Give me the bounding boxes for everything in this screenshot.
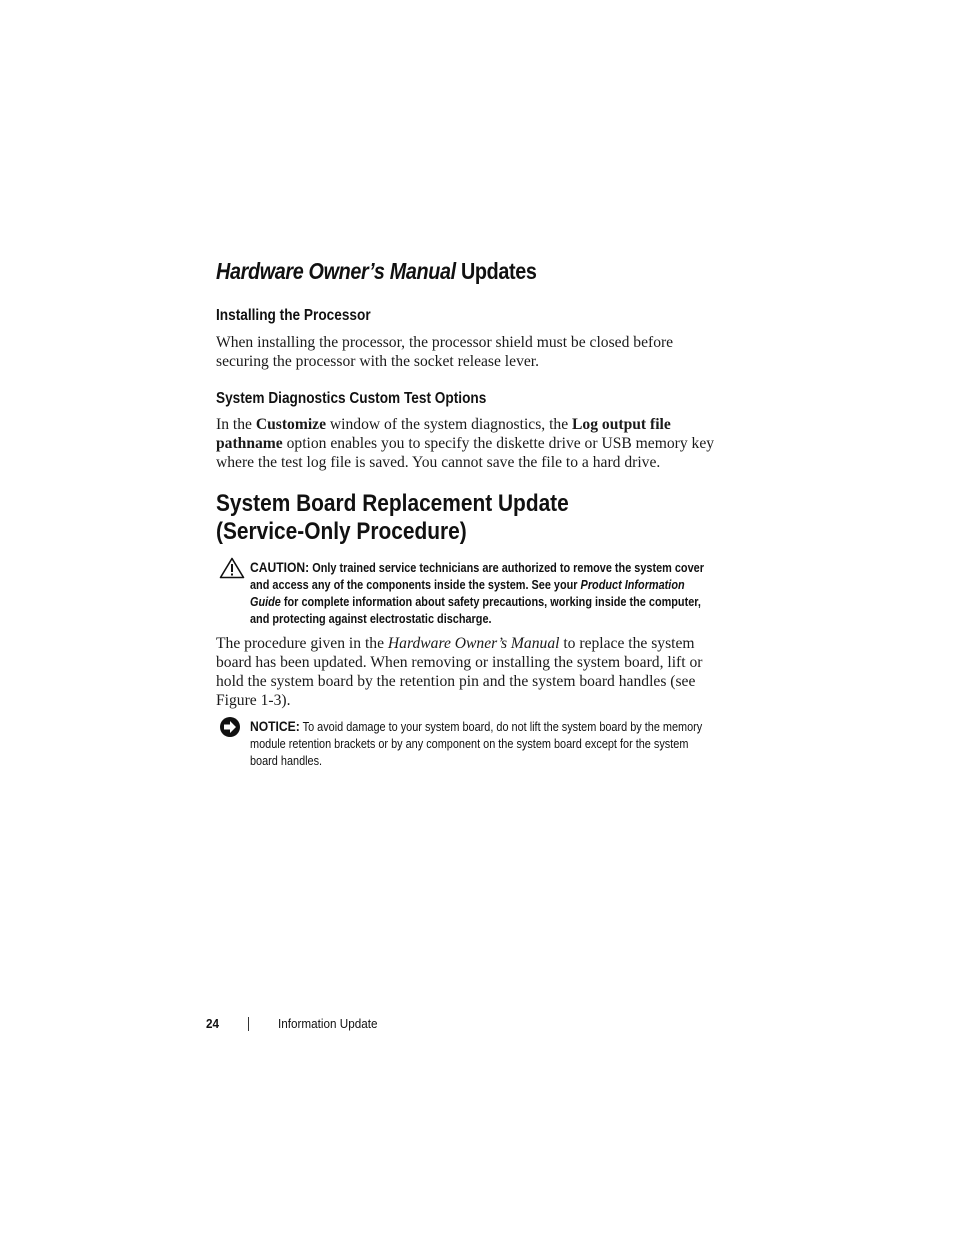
heading-line-2: (Service-Only Procedure) — [216, 518, 467, 545]
section-title-diagnostics-options: System Diagnostics Custom Test Options — [216, 390, 487, 407]
caution-label: CAUTION: — [250, 559, 310, 575]
caution-triangle-icon — [219, 557, 245, 579]
heading-hardware-owners-manual-updates — [216, 254, 663, 288]
section-title-installing-processor: Installing the Processor — [216, 307, 371, 324]
notice-label: NOTICE: — [250, 718, 300, 734]
notice-note — [250, 718, 717, 770]
italic-manual-title: Hardware Owner’s Manual — [387, 635, 560, 652]
text-run: to replace the system board has been updated. When removing or installing the system board, lift or hold the system board by the retention pin and the system board handles (see Figure 1-3). — [216, 635, 703, 709]
text-run: option enables you to specify the diskette drive or USB memory key where the test log file is saved. You cannot save the file to a hard drive. — [216, 435, 715, 471]
footer-title: Information Update — [278, 1016, 378, 1031]
bold-term-log-output-file: Log output file pathname — [216, 416, 671, 452]
text-run: To avoid damage to your system board, do not lift the system board by the memory module retention brackets or by any component on the system board except for the system board handles. — [250, 720, 703, 768]
procedure-paragraph — [216, 634, 716, 710]
section-body-installing-processor: When installing the processor, the processor shield must be closed before securing the processor with the socket release lever. — [216, 334, 674, 370]
heading-italic-part: Hardware Owner’s Manual — [216, 258, 456, 284]
text-run: The procedure given in the — [216, 635, 388, 652]
text-run: window of the system diagnostics, the — [326, 416, 573, 433]
caution-note — [250, 559, 717, 628]
heading-rest-part: Updates — [455, 258, 537, 284]
text-run: for complete information about safety precautions, working inside the computer, and protecting against electrostatic discharge. — [250, 595, 701, 626]
text-run: Only trained service technicians are authorized to remove the system cover and access any of the components inside the system. See your — [250, 561, 704, 592]
heading-line-1: System Board Replacement Update — [216, 490, 569, 517]
text-run: In the — [216, 416, 256, 433]
italic-product-guide: Product Information Guide — [250, 578, 685, 609]
section-body-diagnostics-options — [216, 415, 716, 472]
notice-arrow-icon — [219, 716, 241, 738]
footer-divider — [248, 1017, 249, 1031]
page-number: 24 — [206, 1016, 220, 1031]
bold-term-customize: Customize — [255, 416, 327, 433]
heading-system-board-replacement — [216, 490, 773, 546]
